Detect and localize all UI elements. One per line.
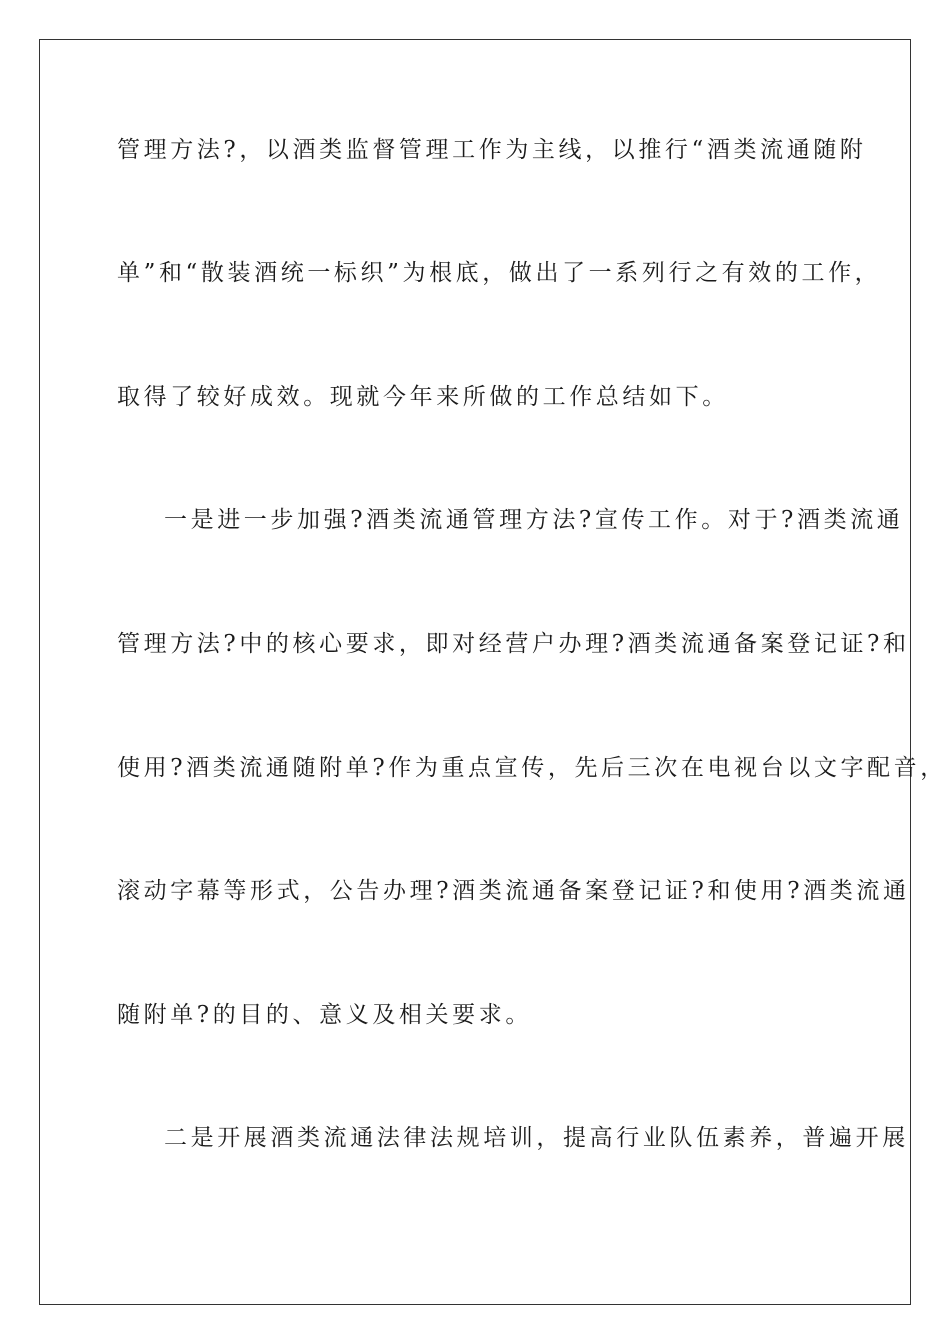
paragraph-start-line: 一是进一步加强?酒类流通管理方法?宣传工作。对于?酒类流通 [164,507,904,533]
page-frame [39,39,947,1305]
text-line: 管理方法?中的核心要求，即对经营户办理?酒类流通备案登记证?和 [117,631,910,657]
paragraph-start-line: 二是开展酒类流通法律法规培训，提高行业队伍素养，普遍开展 [164,1125,909,1151]
text-line: 随附单?的目的、意义及相关要求。 [117,1002,532,1028]
text-line: 取得了较好成效。现就今年来所做的工作总结如下。 [117,384,729,410]
text-line: 使用?酒类流通随附单?作为重点宣传，先后三次在电视台以文字配音， [117,755,947,781]
text-line: 单”和“散装酒统一标织”为根底，做出了一系列行之有效的工作， [117,260,882,286]
text-line: 滚动字幕等形式，公告办理?酒类流通备案登记证?和使用?酒类流通 [117,878,910,904]
text-line: 管理方法?，以酒类监督管理工作为主线，以推行“酒类流通随附 [117,137,867,163]
